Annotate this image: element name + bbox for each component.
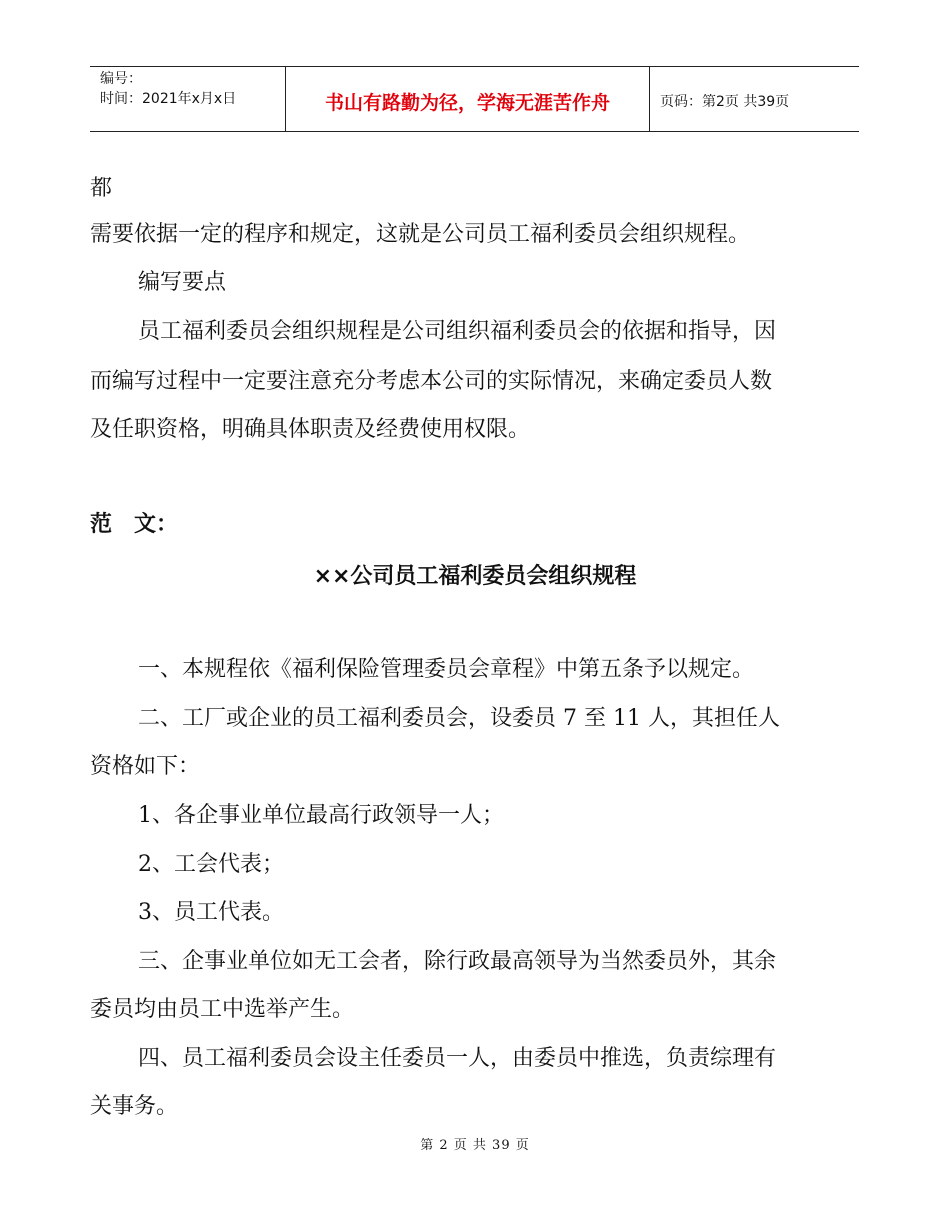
list-item: 3、员工代表。 [138,900,284,925]
article-line: 关事务。 [90,1094,179,1119]
document-time-label: 时间：2021年x月x日 [100,91,237,107]
header-motto: 书山有路勤为径，学海无涯苦作舟 [286,67,650,131]
list-item: 1、各企事业单位最高行政领导一人； [138,803,504,828]
article-line: 二、工厂或企业的员工福利委员会，设委员 7 至 11 人，其担任人 [138,706,780,731]
article-line: 一、本规程依《福利保险管理委员会章程》中第五条予以规定。 [138,657,755,682]
document-title: ××公司员工福利委员会组织规程 [313,564,637,589]
text-line: 及任职资格，明确具体职责及经费使用权限。 [90,417,531,442]
text-line: 都 [90,176,113,201]
section-heading: 编写要点 [138,270,227,295]
header-page-code: 页码：第2页 共39页 [660,94,790,110]
list-item: 2、工会代表； [138,852,284,877]
article-line: 四、员工福利委员会设主任委员一人，由委员中推选，负责综理有 [138,1046,777,1071]
article-line: 三、企事业单位如无工会者，除行政最高领导为当然委员外，其余 [138,949,777,974]
header-meta [90,67,286,131]
page-header [90,66,859,132]
text-line: 员工福利委员会组织规程是公司组织福利委员会的依据和指导，因 [138,319,777,344]
text-line: 需要依据一定的程序和规定，这就是公司员工福利委员会组织规程。 [90,222,751,247]
document-number-label: 编号： [100,71,142,87]
page-footer: 第 2 页 共 39 页 [420,1138,530,1153]
article-line: 资格如下： [90,754,201,779]
sample-label: 范 文： [90,512,179,537]
text-line: 而编写过程中一定要注意充分考虑本公司的实际情况，来确定委员人数 [90,369,773,394]
article-line: 委员均由员工中选举产生。 [90,997,355,1022]
